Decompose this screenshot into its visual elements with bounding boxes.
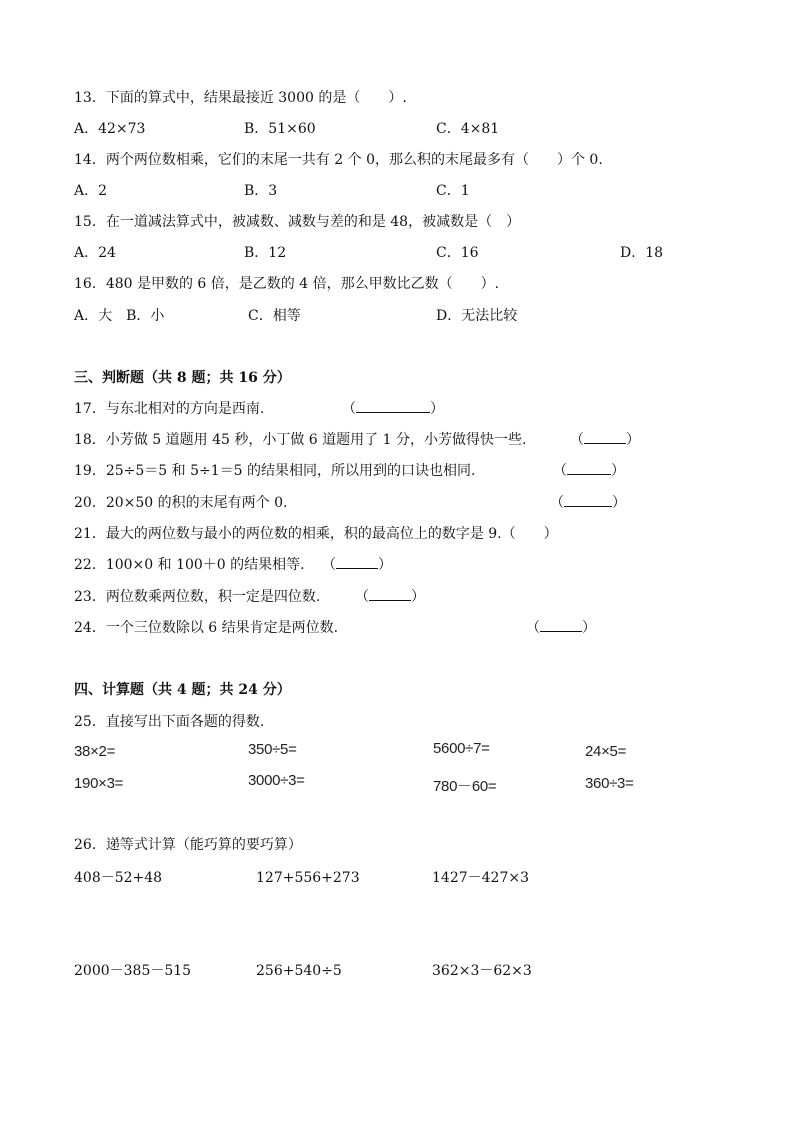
q15-stem: 15．在一道减法算式中，被减数、减数与差的和是 48，被减数是（ ）: [74, 214, 521, 230]
q18-text: 18．小芳做 5 道题用 45 秒，小丁做 6 道题用了 1 分，小芳做得快一些.: [74, 432, 527, 448]
q16-option-d: D．无法比较: [436, 308, 518, 324]
q15-option-b: B．12: [244, 245, 287, 261]
step-calc-expr: 362×3－62×3: [432, 963, 532, 979]
oral-calc-item: 3000÷3=: [248, 772, 305, 789]
q13-option-c: C．4×81: [436, 121, 500, 137]
q22-text: 22．100×0 和 100＋0 的结果相等.: [74, 557, 305, 573]
answer-line: [564, 494, 612, 507]
q16-option-ab: A．大 B．小: [74, 308, 165, 324]
q15-option-d: D．18: [620, 245, 664, 261]
q17-text: 17．与东北相对的方向是西南.: [74, 401, 265, 417]
q16-stem: 16．480 是甲数的 6 倍，是乙数的 4 倍，那么甲数比乙数（ ）.: [74, 276, 500, 292]
q20-answer-blank[interactable]: [550, 494, 626, 512]
oral-calc-item: 38×2=: [74, 743, 116, 760]
q13-stem: 13．下面的算式中，结果最接近 3000 的是（ ）.: [74, 90, 407, 106]
q22-answer-blank[interactable]: [322, 556, 392, 574]
q16-option-c: C．相等: [248, 308, 301, 324]
q13-option-b: B．51×60: [244, 121, 316, 137]
section-4-heading: 四、计算题（共 4 题；共 24 分）: [74, 682, 291, 698]
q21-text: 21．最大的两位数与最小的两位数的相乘，积的最高位上的数字是 9.（ ）: [74, 526, 558, 542]
paren-close: ）: [626, 432, 640, 448]
q18-answer-blank[interactable]: [570, 431, 640, 449]
oral-calc-item: 5600÷7=: [433, 740, 490, 757]
step-calc-expr: 127+556+273: [256, 870, 360, 886]
q24-text: 24．一个三位数除以 6 结果肯定是两位数.: [74, 620, 339, 636]
paren-close: ）: [611, 463, 625, 479]
q15-option-c: C．16: [436, 245, 479, 261]
oral-calc-item: 190×3=: [74, 775, 124, 792]
answer-line: [356, 400, 430, 413]
q23-text: 23．两位数乘两位数，积一定是四位数.: [74, 589, 321, 605]
q23-answer-blank[interactable]: [355, 588, 425, 606]
step-calc-expr: 256+540÷5: [256, 963, 342, 979]
step-calc-expr: 1427－427×3: [432, 870, 529, 886]
q25-stem: 25．直接写出下面各题的得数.: [74, 714, 265, 730]
paren-open: （: [322, 557, 336, 573]
oral-calc-item: 24×5=: [585, 743, 627, 760]
paren-close: ）: [430, 401, 444, 417]
q13-option-a: A．42×73: [74, 121, 146, 137]
paren-close: ）: [612, 495, 626, 511]
oral-calc-item: 360÷3=: [585, 775, 634, 792]
paren-open: （: [553, 463, 567, 479]
step-calc-expr: 408－52+48: [74, 870, 163, 886]
q19-answer-blank[interactable]: [553, 462, 625, 480]
q14-stem: 14．两个两位数相乘，它们的末尾一共有 2 个 0，那么积的末尾最多有（ ）个 0.: [74, 152, 603, 168]
q15-option-a: A．24: [74, 245, 116, 261]
paren-open: （: [570, 432, 584, 448]
paren-close: ）: [378, 557, 392, 573]
q17-answer-blank[interactable]: [342, 400, 444, 418]
oral-calc-item: 350÷5=: [248, 741, 297, 758]
answer-line: [567, 462, 611, 475]
q24-answer-blank[interactable]: [526, 619, 596, 637]
paren-open: （: [342, 401, 356, 417]
answer-line: [336, 556, 378, 569]
q26-stem: 26．递等式计算（能巧算的要巧算）: [74, 837, 302, 853]
paren-open: （: [550, 495, 564, 511]
q20-text: 20．20×50 的积的末尾有两个 0.: [74, 495, 288, 511]
paren-close: ）: [582, 620, 596, 636]
q14-option-a: A．2: [74, 183, 108, 199]
answer-line: [540, 619, 582, 632]
q14-option-c: C．1: [436, 183, 470, 199]
step-calc-expr: 2000－385－515: [74, 963, 192, 979]
q19-text: 19．25÷5＝5 和 5÷1＝5 的结果相同，所以用到的口诀也相同.: [74, 463, 476, 479]
paren-open: （: [526, 620, 540, 636]
paren-close: ）: [411, 589, 425, 605]
section-3-heading: 三、判断题（共 8 题；共 16 分）: [74, 370, 291, 386]
paren-open: （: [355, 589, 369, 605]
answer-line: [584, 431, 626, 444]
q14-option-b: B．3: [244, 183, 278, 199]
answer-line: [369, 588, 411, 601]
oral-calc-item: 780－60=: [433, 778, 497, 795]
